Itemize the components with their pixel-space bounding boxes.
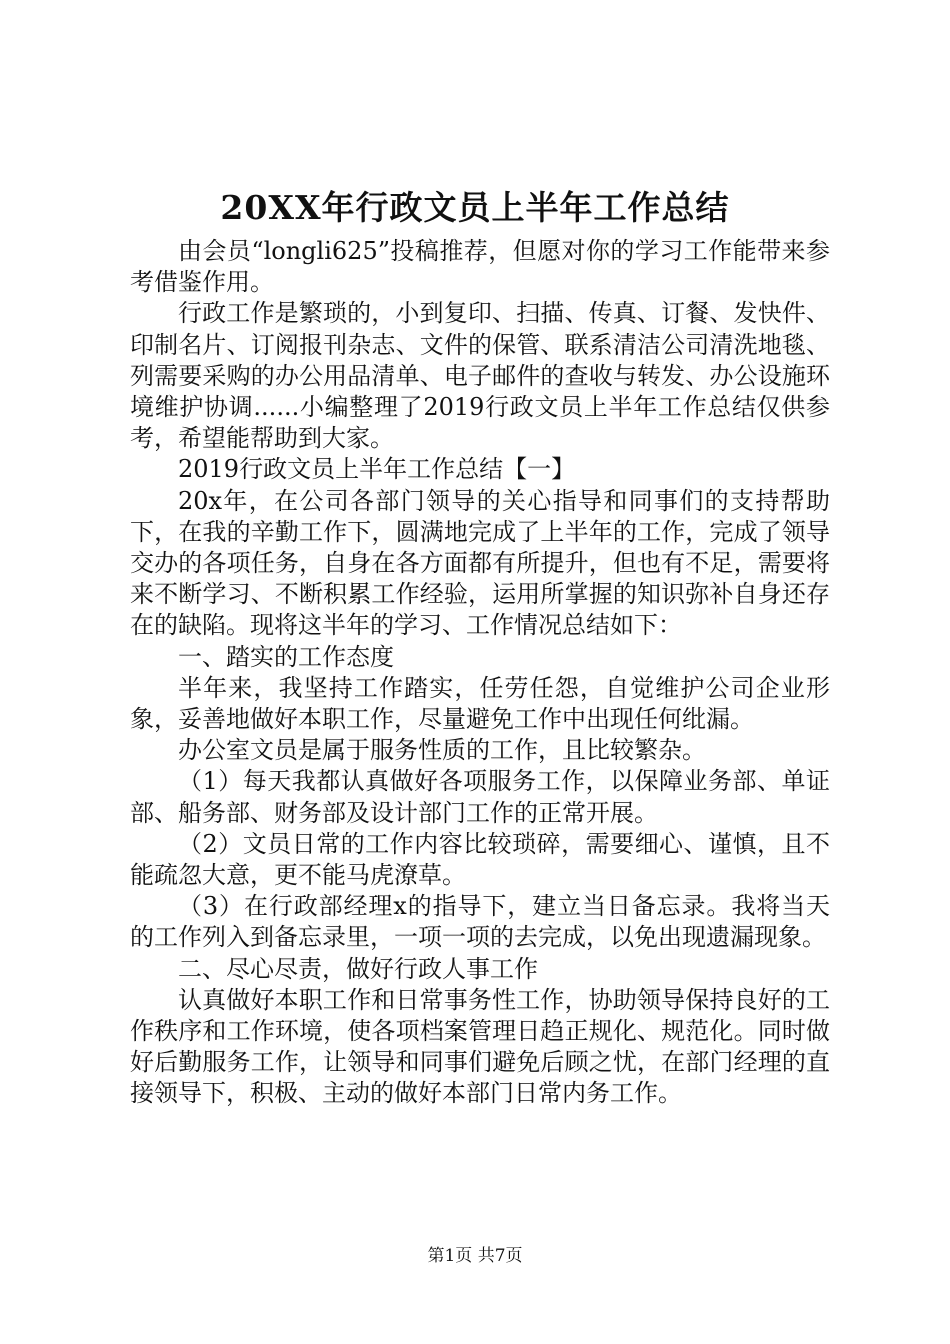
document-body [130,236,830,1110]
paragraph-work-attitude: 半年来，我坚持工作踏实，任劳任怨，自觉维护公司企业形象，妥善地做好本职工作，尽量避免工作中出现任何纰漏。 [130,673,830,734]
paragraph-summary-opening: 20x年，在公司各部门领导的关心指导和同事们的支持帮助下，在我的辛勤工作下，圆满地完成了上半年的工作，完成了领导交办的各项任务，自身在各方面都有所提升，但也有不足，需要将来不断学习、不断积累工作经验，运用所掌握的知识弥补自身还存在的缺陷。现将这半年的学习、工作情况总结如下： [130,486,830,640]
list-item-1: （1）每天我都认真做好各项服务工作，以保障业务部、单证部、船务部、财务部及设计部门工作的正常开展。 [130,767,830,827]
paragraph-submission-note: 由会员“longli625”投稿推荐，但愿对你的学习工作能带来参考借鉴作用。 [130,237,830,297]
paragraph-intro: 行政工作是繁琐的，小到复印、扫描、传真、订餐、发快件、印制名片、订阅报刊杂志、文件的保管、联系清洁公司清洗地毯、列需要采购的办公用品清单、电子邮件的查收与转发、办公设施环境维护协调......小编整理了2019行政文员上半年工作总结仅供参考，希望能帮助到大家。 [130,299,830,453]
section-heading-part-one: 2019行政文员上半年工作总结【一】 [178,455,576,484]
heading-work-attitude: 一、踏实的工作态度 [178,642,394,671]
list-item-3: （3）在行政部经理x的指导下，建立当日备忘录。我将当天的工作列入到备忘录里，一项一项的去完成，以免出现遗漏现象。 [130,892,830,952]
page-footer: 第1页 共7页 [427,1246,523,1266]
list-item-2: （2）文员日常的工作内容比较琐碎，需要细心、谨慎，且不能疏忽大意，更不能马虎潦草。 [130,829,830,890]
document-title: 20XX年行政文员上半年工作总结 [220,188,730,227]
paragraph-clerk-role: 办公室文员是属于服务性质的工作，且比较繁杂。 [178,736,706,765]
paragraph-admin-hr-work: 认真做好本职工作和日常事务性工作，协助领导保持良好的工作秩序和工作环境，使各项档案管理日趋正规化、规范化。同时做好后勤服务工作，让领导和同事们避免后顾之忧，在部门经理的直接领导下，积极、主动的做好本部门日常内务工作。 [130,985,830,1108]
heading-admin-hr-work: 二、尽心尽责，做好行政人事工作 [178,954,538,983]
